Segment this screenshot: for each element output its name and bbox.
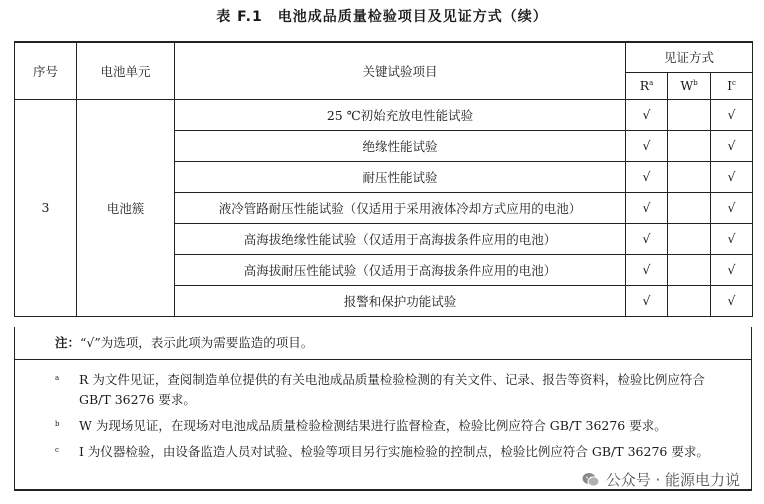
footnote-text: W 为现场见证，在现场对电池成品质量检验检测结果进行监督检查，检验比例应符合 GB/T 36276 要求。: [79, 418, 667, 433]
table-row: [15, 99, 753, 130]
row-W: [668, 254, 711, 285]
note-label: 注：: [55, 335, 81, 350]
row-R: √: [626, 99, 668, 130]
row-R: √: [626, 254, 668, 285]
header-W: $W^b$: [668, 72, 711, 99]
row-I: √: [711, 130, 753, 161]
row-item: 耐压性能试验: [175, 161, 626, 192]
footnote-text: R 为文件见证，查阅制造单位提供的有关电池成品质量检验检测的有关文件、记录、报告等资料，检验比例应符合 GB/T 36276 要求。: [79, 372, 705, 407]
watermark: [582, 469, 740, 490]
row-item: 报警和保护功能试验: [175, 285, 626, 316]
row-R: √: [626, 161, 668, 192]
header-unit: 电池单元: [77, 42, 175, 99]
row-W: [668, 161, 711, 192]
row-W: [668, 99, 711, 130]
row-I: √: [711, 192, 753, 223]
footnote-text: I 为仪器检验，由设备监造人员对试验、检验等项目另行实施检验的控制点，检验比例应符合 GB/T 36276 要求。: [79, 444, 709, 459]
footnote-mark: a: [55, 374, 60, 382]
footnote-a: [15, 370, 751, 410]
footnote-c: [15, 442, 751, 462]
row-I: √: [711, 223, 753, 254]
row-I: √: [711, 99, 753, 130]
wechat-icon: [582, 472, 600, 488]
row-item: 液冷管路耐压性能试验（仅适用于采用液体冷却方式应用的电池）: [175, 192, 626, 223]
row-item: 高海拔绝缘性能试验（仅适用于高海拔条件应用的电池）: [175, 223, 626, 254]
row-R: √: [626, 130, 668, 161]
header-row: [15, 42, 753, 72]
footnote-mark: c: [55, 446, 59, 454]
row-R: √: [626, 223, 668, 254]
row-W: [668, 130, 711, 161]
row-I: √: [711, 254, 753, 285]
row-item: 25 ℃初始充放电性能试验: [175, 99, 626, 130]
row-I: √: [711, 285, 753, 316]
footnote-b: [15, 416, 751, 436]
row-I: √: [711, 161, 753, 192]
table-title: 表 F.1 电池成品质量检验项目及见证方式（续）: [216, 9, 548, 25]
header-witness: 见证方式: [626, 42, 753, 72]
header-I: $I^c$: [711, 72, 753, 99]
row-R: √: [626, 285, 668, 316]
header-item: 关键试验项目: [175, 42, 626, 99]
row-W: [668, 285, 711, 316]
note-text: “√”为选项，表示此项为需要监造的项目。: [80, 335, 314, 350]
header-R: $R^a$: [626, 72, 668, 99]
footnote-mark: b: [55, 420, 60, 428]
inspection-table: [14, 41, 753, 317]
row-item: 高海拔耐压性能试验（仅适用于高海拔条件应用的电池）: [175, 254, 626, 285]
row-R: √: [626, 192, 668, 223]
row-W: [668, 223, 711, 254]
header-seq: 序号: [15, 42, 77, 99]
row-item: 绝缘性能试验: [175, 130, 626, 161]
row-W: [668, 192, 711, 223]
group-unit: 电池簇: [77, 99, 175, 316]
note-line: [15, 327, 751, 360]
watermark-text: 公众号 · 能源电力说: [605, 471, 740, 489]
notes-block: [14, 327, 752, 491]
group-seq: 3: [15, 99, 77, 316]
